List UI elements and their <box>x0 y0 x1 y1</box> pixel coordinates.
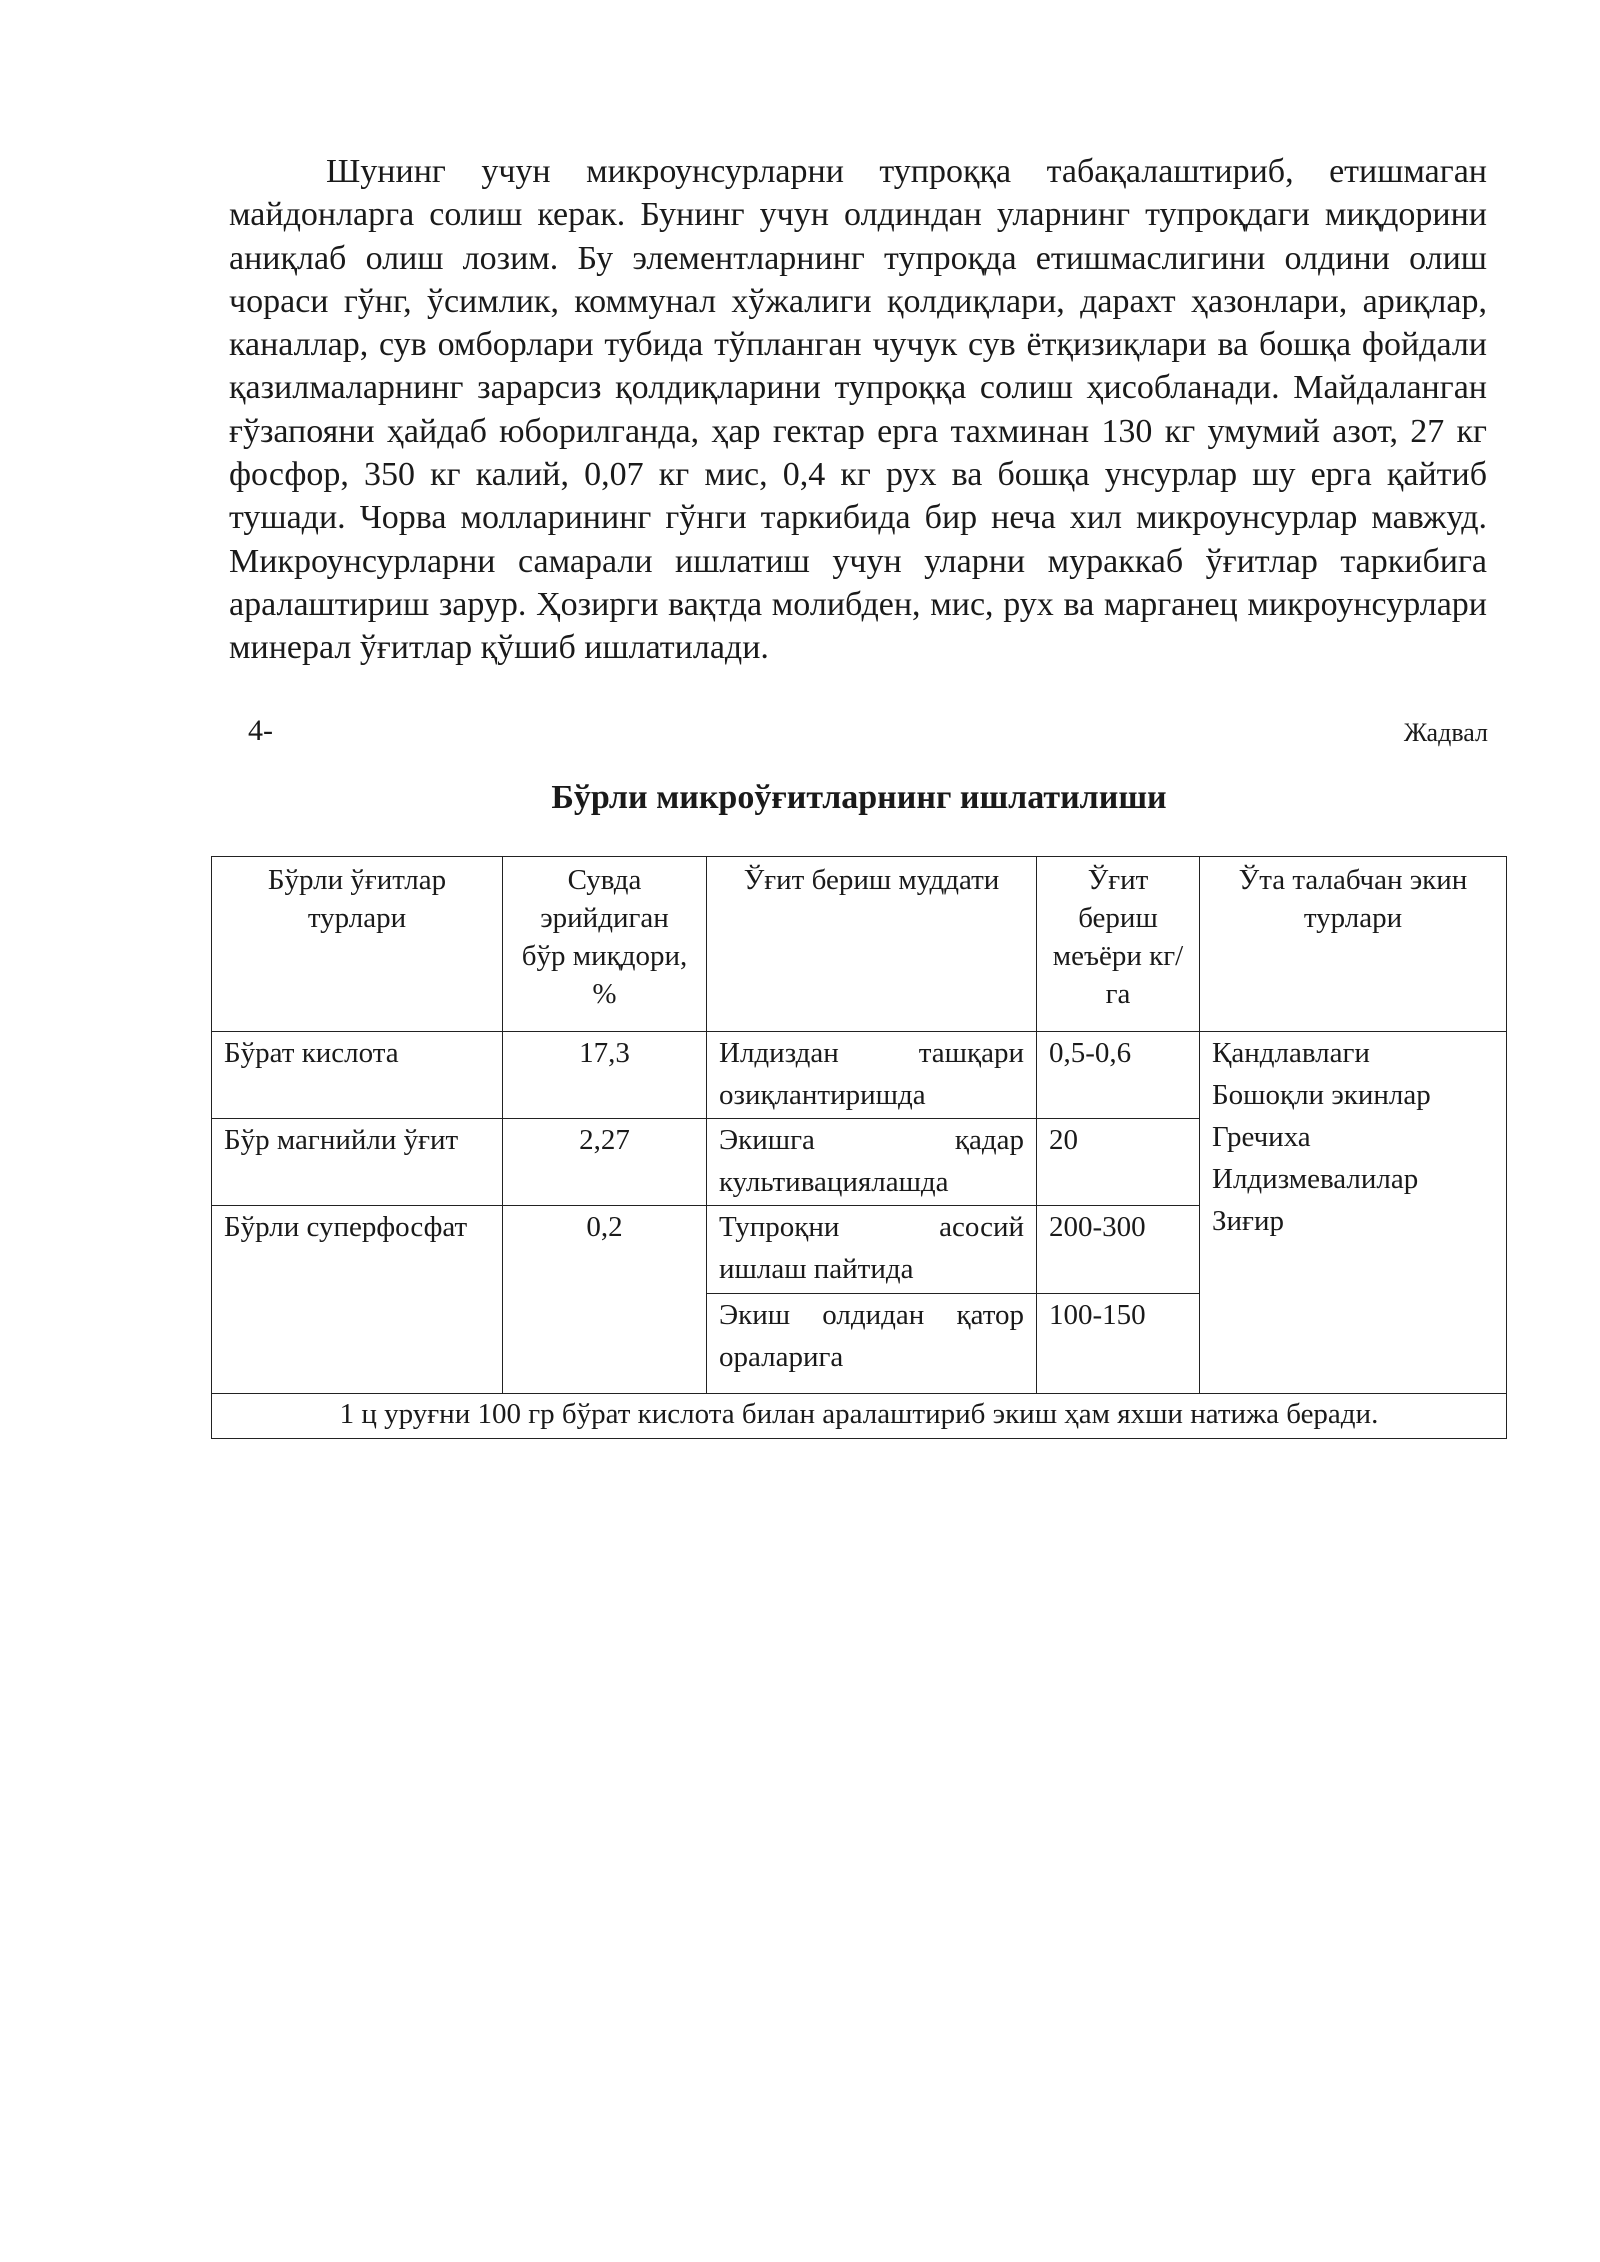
cell-boron-content: 17,3 <box>503 1032 707 1119</box>
boron-fertilizer-table <box>211 856 1507 1439</box>
cell-application-period <box>707 1206 1037 1294</box>
table-row <box>212 1032 1507 1119</box>
cell-application-period <box>707 1032 1037 1119</box>
cell-fertilizer: Бўр магнийли ўғит <box>212 1119 503 1206</box>
table-number: 4- <box>248 714 273 747</box>
crop-item: Гречиха <box>1212 1121 1311 1153</box>
table-title: Бўрли микроўғитларнинг ишлатилиши <box>551 779 1167 816</box>
crop-item: Бошоқли экинлар <box>1212 1079 1431 1111</box>
period-line: ишлаш пайтида <box>719 1253 914 1285</box>
cell-demanding-crops <box>1200 1032 1507 1394</box>
header-boron-content: Сувда эрийдиган бўр миқдори, % <box>503 857 707 1032</box>
cell-boron-content: 2,27 <box>503 1119 707 1206</box>
cell-fertilizer: Бўрат кислота <box>212 1032 503 1119</box>
period-line: Илдиздан ташқари <box>719 1037 1024 1069</box>
crop-item: Зиғир <box>1212 1205 1284 1237</box>
period-line: Тупроқни асосий <box>719 1211 1024 1243</box>
table-footer-row <box>212 1394 1507 1439</box>
cell-boron-content: 0,2 <box>503 1206 707 1394</box>
cell-application-rate: 20 <box>1037 1119 1200 1206</box>
cell-fertilizer: Бўрли суперфосфат <box>212 1206 503 1394</box>
cell-application-rate: 100-150 <box>1037 1294 1200 1394</box>
cell-application-period <box>707 1119 1037 1206</box>
header-fertilizer-types: Бўрли ўғитлар турлари <box>212 857 503 1032</box>
body-paragraph: Шунинг учун микроунсурларни тупроққа табақалаштириб, етишмаган майдонларга солиш керак. Бунинг учун олдиндан уларнинг тупроқдаги миқдорини аниқлаб олиш лозим. Бу элементларнинг тупроқда етишмаслигини олдини олиш чораси гўнг, ўсимлик, коммунал хўжалиги қолдиқлари, дарахт ҳазонлари, ариқлар, каналлар, сув омборлари тубида тўпланган чучук сув ётқизиқлари ва бошқа фойдали қазилмаларнинг зарарсиз қолдиқларини тупроққа солиш ҳисобланади. Майдаланган ғўзапояни ҳайдаб юборилганда, ҳар гектар ерга тахминан 130 кг умумий азот, 27 кг фосфор, 350 кг калий, 0,07 кг мис, 0,4 кг рух ва бошқа унсурлар шу ерга қайтиб тушади. Чорва молларининг гўнги таркибида бир неча хил микроунсурлар мавжуд. Микроунсурларни самарали ишлатиш учун уларни мураккаб ўғитлар таркибига аралаштириш зарур. Ҳозирги вақтда молибден, мис, рух ва марганец микроунсурлари минерал ўғитлар қўшиб ишлатилади. <box>229 153 1487 667</box>
table-footer-note: 1 ц уруғни 100 гр бўрат кислота билан аралаштириб экиш ҳам яхши натижа беради. <box>212 1394 1507 1439</box>
header-application-rate: Ўғит бериш меъёри кг/га <box>1037 857 1200 1032</box>
period-line: культивациялашда <box>719 1166 949 1198</box>
period-line: ораларига <box>719 1341 844 1373</box>
cell-application-rate: 0,5-0,6 <box>1037 1032 1200 1119</box>
crop-item: Илдизмевалилар <box>1212 1163 1419 1195</box>
header-application-period: Ўғит бериш муддати <box>707 857 1037 1032</box>
cell-application-rate: 200-300 <box>1037 1206 1200 1294</box>
period-line: Экишга қадар <box>719 1124 1024 1156</box>
table-label: Жадвал <box>1403 718 1488 747</box>
table-header-row <box>212 857 1507 1032</box>
period-line: озиқлантиришда <box>719 1079 926 1111</box>
header-demanding-crops: Ўта талабчан экин турлари <box>1200 857 1507 1032</box>
cell-application-period <box>707 1294 1037 1394</box>
crop-item: Қандлавлаги <box>1212 1037 1370 1069</box>
period-line: Экиш олдидан қатор <box>719 1299 1024 1331</box>
